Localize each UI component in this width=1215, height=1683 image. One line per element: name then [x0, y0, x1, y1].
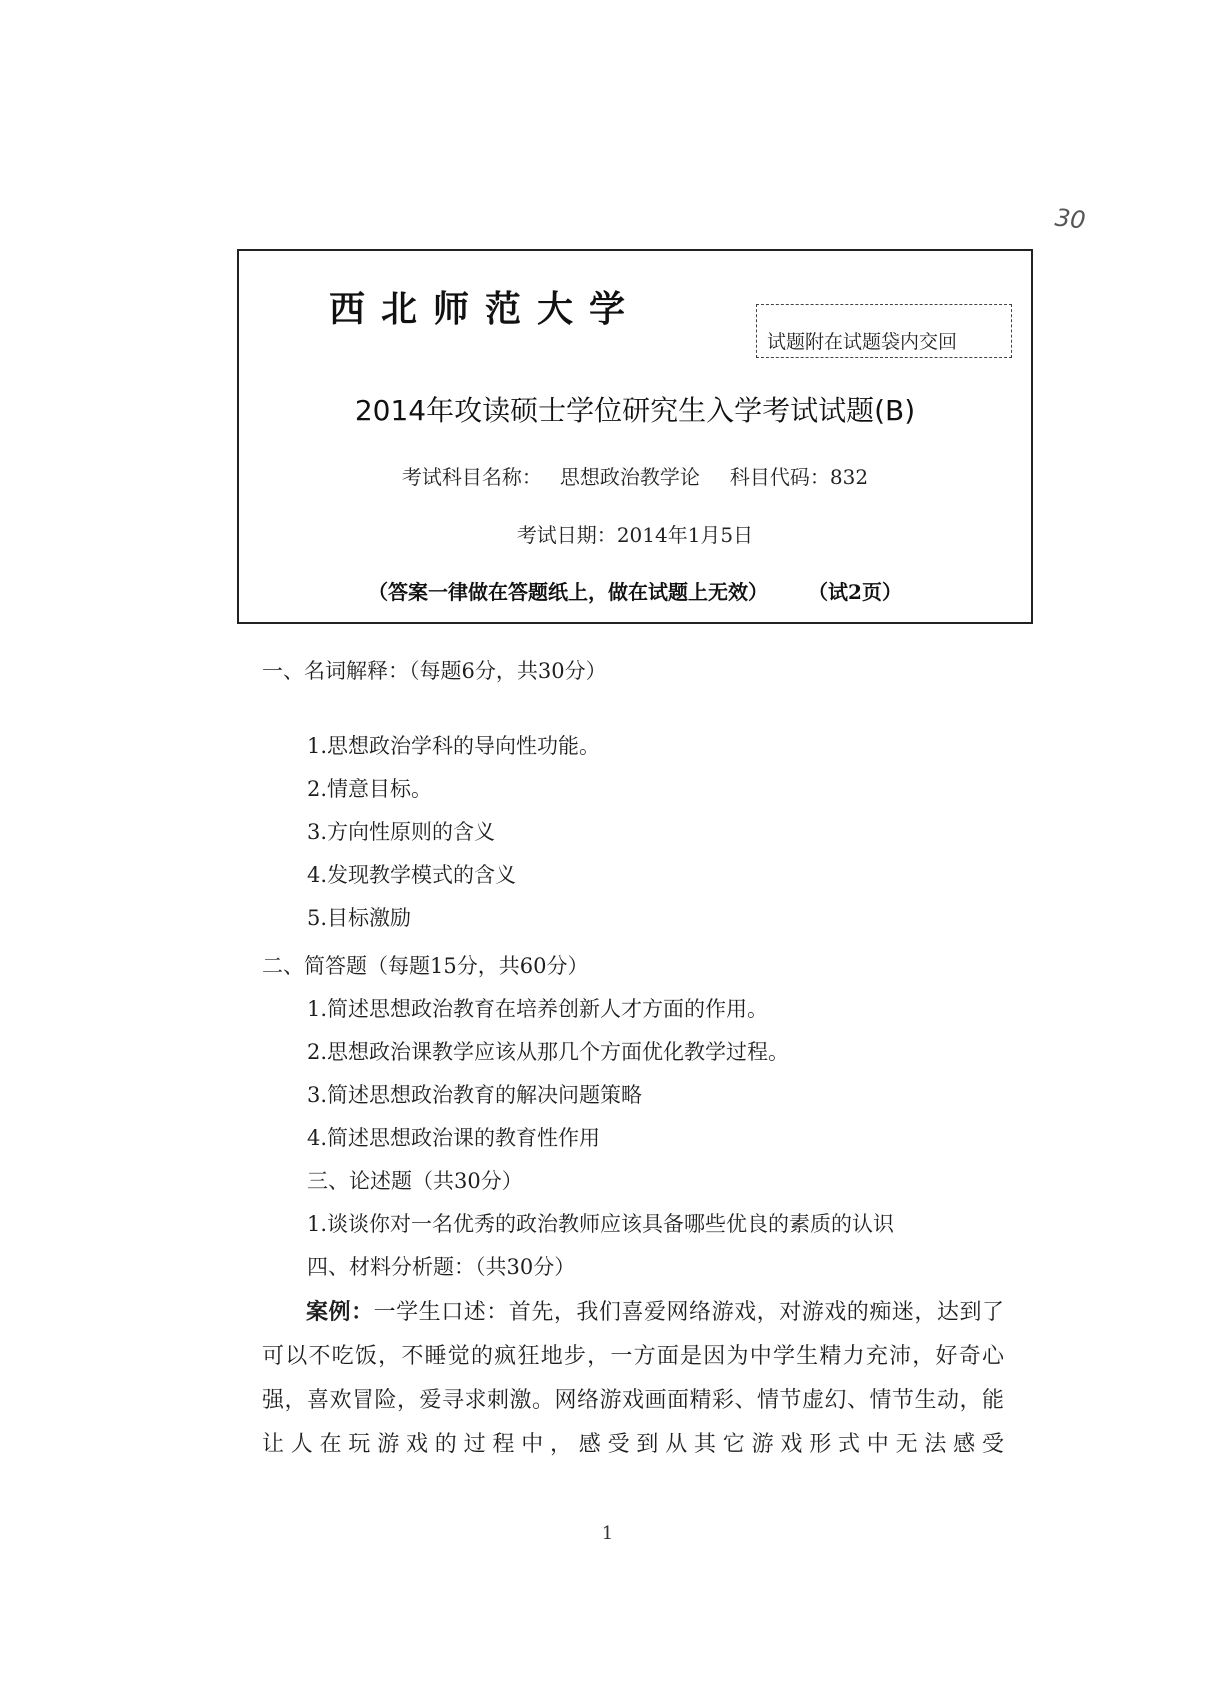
subject-line — [239, 461, 1031, 490]
section-2-question: 4.简述思想政治课的教育性作用 — [307, 1126, 601, 1150]
section-2-question: 1.简述思想政治教育在培养创新人才方面的作用。 — [307, 997, 769, 1021]
section-2-title: 二、简答题（每题15分，共60分） — [262, 954, 589, 978]
return-note-box: 试题附在试题袋内交回 — [756, 304, 1012, 358]
section-2-question: 3.简述思想政治教育的解决问题策略 — [307, 1083, 643, 1107]
section-1-question: 3.方向性原则的含义 — [307, 820, 496, 844]
answer-note: （答案一律做在答题纸上，做在试题上无效） — [368, 580, 769, 604]
exam-header-box — [237, 249, 1033, 624]
section-1-question: 2.情意目标。 — [307, 777, 433, 801]
subject-name: 思想政治教学论 — [559, 465, 700, 489]
handwritten-corner-mark: 30 — [1053, 203, 1087, 235]
case-label: 案例： — [306, 1299, 374, 1325]
university-name: 西北师范大学 — [329, 289, 642, 330]
subject-code: 832 — [829, 465, 869, 489]
pages-note: （试2页） — [808, 580, 902, 604]
section-3-question: 1.谈谈你对一名优秀的政治教师应该具备哪些优良的素质的认识 — [307, 1212, 895, 1236]
exam-title: 2014年攻读硕士学位研究生入学考试试题(B) — [354, 394, 916, 427]
section-4-title: 四、材料分析题：（共30分） — [307, 1255, 576, 1279]
exam-date: 2014年1月5日 — [616, 523, 754, 547]
date-label: 考试日期： — [516, 523, 617, 547]
case-text: 一学生口述：首先，我们喜爱网络游戏，对游戏的痴迷，达到了可以不吃饭，不睡觉的疯狂地步，一方面是因为中学生精力充沛，好奇心强，喜欢冒险，爱寻求刺激。网络游戏画面精彩、情节虚幻、情节生动，能让人在玩游戏的过程中，感受到从其它游戏形式中无法感受 — [262, 1300, 1004, 1457]
section-1-title: 一、名词解释：（每题6分，共30分） — [262, 659, 607, 683]
exam-date-line — [239, 519, 1031, 548]
answer-note-line — [239, 576, 1031, 605]
section-1-question: 5.目标激励 — [307, 906, 412, 930]
section-1-question: 1.思想政治学科的导向性功能。 — [307, 734, 601, 758]
section-1-question: 4.发现教学模式的含义 — [307, 863, 517, 887]
section-3-title: 三、论述题（共30分） — [307, 1169, 523, 1193]
case-paragraph — [262, 1290, 1004, 1467]
subject-label: 考试科目名称： — [401, 465, 542, 489]
section-2-question: 2.思想政治课教学应该从那几个方面优化教学过程。 — [307, 1040, 790, 1064]
code-label: 科目代码： — [729, 465, 830, 489]
page-number: 1 — [601, 1523, 614, 1544]
